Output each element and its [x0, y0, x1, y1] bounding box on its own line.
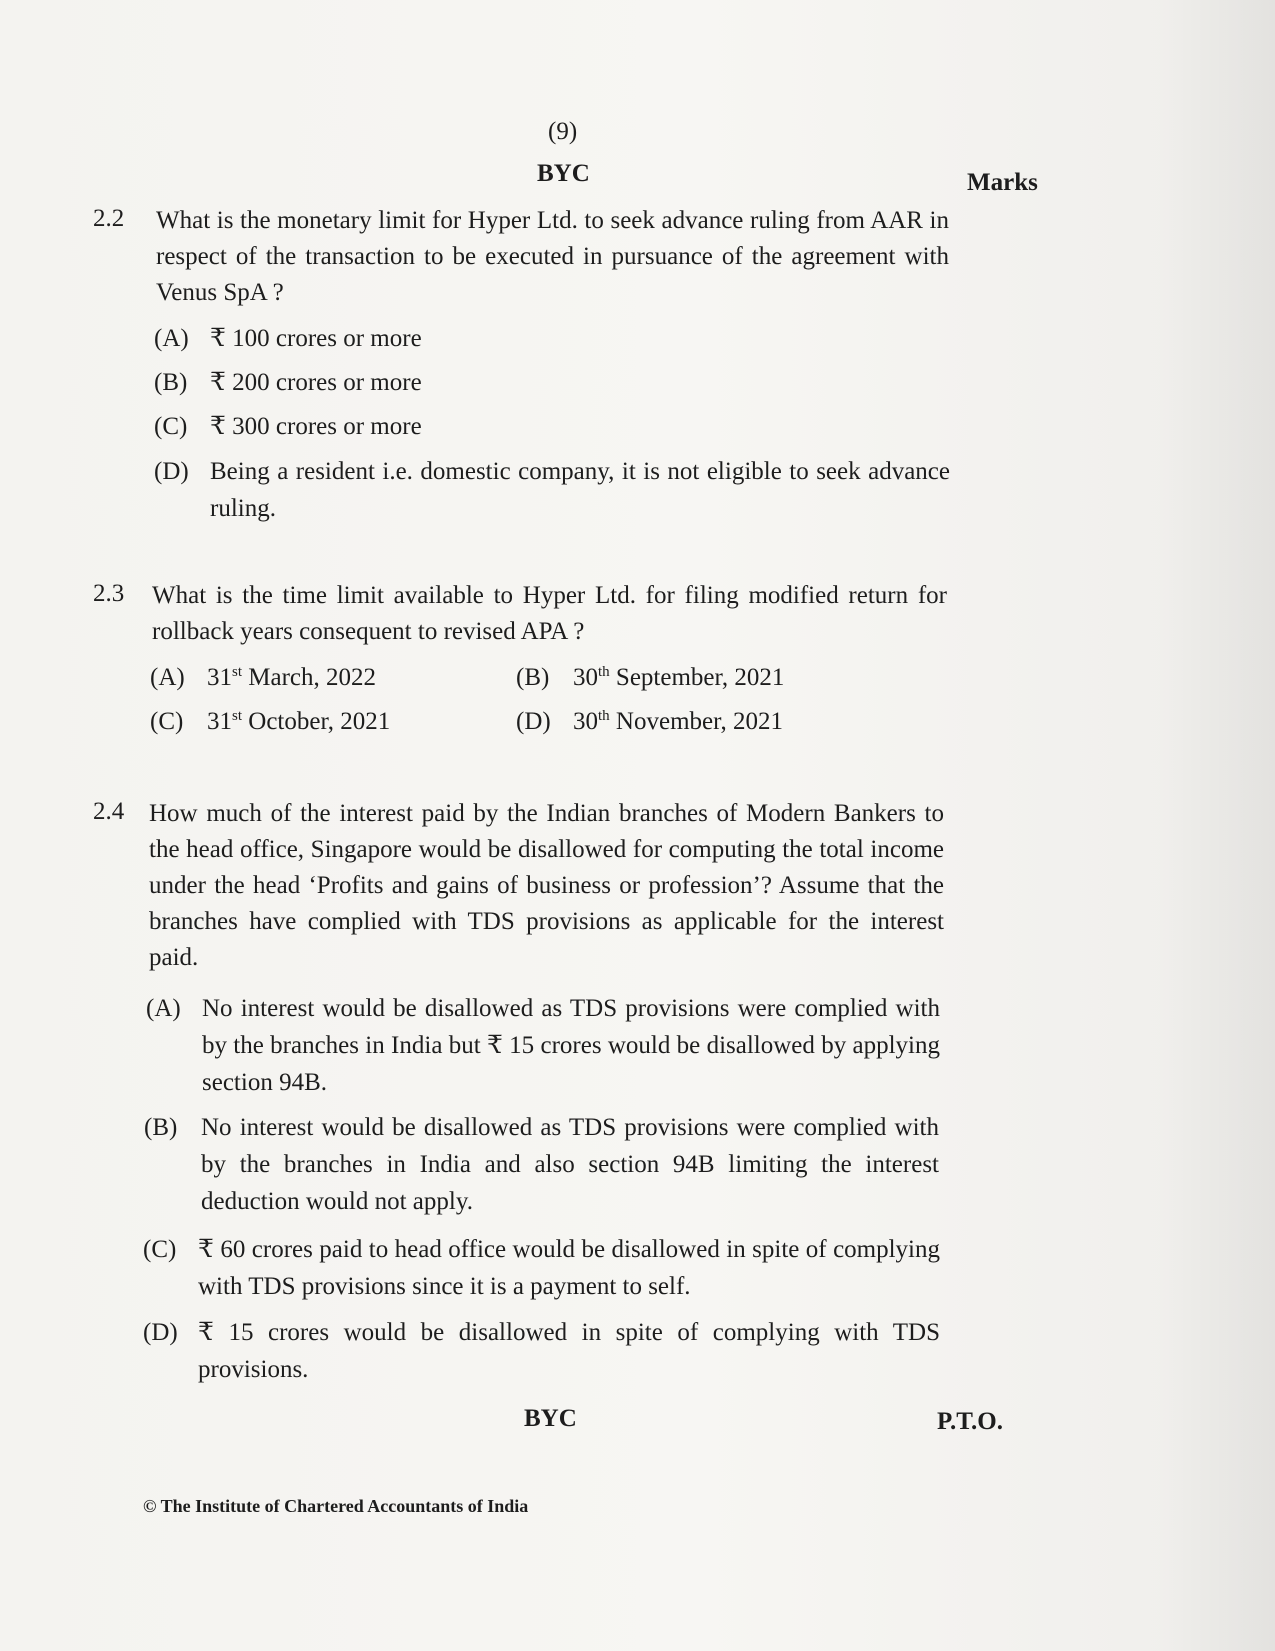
option-label: (C): [143, 1236, 177, 1263]
day: 31: [207, 708, 232, 735]
question-text: What is the time limit available to Hyper Ltd. for filing modified return for rollback years consequent to revised APA ?: [152, 582, 947, 645]
option-text: Being a resident i.e. domestic company, it is not eligible to seek advance ruling.: [210, 458, 950, 522]
option-a: [154, 320, 954, 357]
question-number: 2.4: [93, 798, 125, 825]
option-b: [516, 659, 936, 696]
question-number: 2.2: [93, 205, 125, 232]
question-number: 2.3: [93, 580, 125, 607]
question-text: What is the monetary limit for Hyper Ltd. to seek advance ruling from AAR in respect of the transaction to be executed in pursuance of the agreement with Venus SpA ?: [156, 207, 949, 306]
scan-edge-shadow: [1155, 0, 1275, 1651]
month-year: September, 2021: [615, 664, 785, 691]
pto-label: P.T.O.: [937, 1408, 1003, 1435]
marks-label: Marks: [967, 169, 1038, 196]
page-number: (9): [548, 118, 578, 145]
option-label: (C): [154, 413, 188, 440]
option-a: [146, 990, 946, 1105]
option-d: [143, 1314, 943, 1392]
option-c: [143, 1231, 943, 1309]
option-text: [207, 703, 390, 740]
option-label: (D): [516, 708, 551, 735]
option-c: [150, 703, 490, 740]
month-year: March, 2022: [248, 664, 377, 691]
ordinal-suffix: st: [232, 664, 243, 680]
option-text: ₹ 300 crores or more: [210, 413, 422, 440]
option-label: (D): [154, 458, 189, 485]
option-c: [154, 408, 954, 445]
option-label: (B): [516, 664, 550, 691]
ordinal-suffix: th: [598, 708, 610, 724]
option-text: ₹ 60 crores paid to head office would be disallowed in spite of complying with TDS provisions since it is a payment to self.: [198, 1236, 940, 1300]
option-text: No interest would be disallowed as TDS provisions were complied with by the branches in India and also section 94B limiting the interest deduction would not apply.: [201, 1114, 939, 1215]
option-text: [573, 703, 783, 740]
option-text: No interest would be disallowed as TDS provisions were complied with by the branches in India but ₹ 15 crores would be disallowed by applying section 94B.: [202, 995, 940, 1096]
option-d: [516, 703, 936, 740]
option-a: [150, 659, 490, 696]
option-label: (A): [150, 664, 185, 691]
day: 30: [573, 708, 598, 735]
paper-code-footer: BYC: [524, 1405, 577, 1432]
option-d: [154, 453, 954, 533]
question-text: How much of the interest paid by the Indian branches of Modern Bankers to the head office, Singapore would be disallowed for computing the total income under the head ‘Profits and gains of business or profession’? Assume that the branches have complied with TDS provisions as applicable for the interest paid.: [149, 800, 944, 971]
day: 30: [573, 664, 598, 691]
month-year: November, 2021: [615, 708, 783, 735]
day: 31: [207, 664, 232, 691]
ordinal-suffix: st: [232, 708, 243, 724]
option-text: ₹ 15 crores would be disallowed in spite of complying with TDS provisions.: [198, 1319, 940, 1383]
option-label: (A): [154, 325, 189, 352]
ordinal-suffix: th: [598, 664, 610, 680]
option-b: [144, 1109, 944, 1224]
option-label: (B): [154, 369, 188, 396]
option-label: (C): [150, 708, 184, 735]
option-text: ₹ 100 crores or more: [210, 325, 422, 352]
option-label: (A): [146, 995, 181, 1022]
option-label: (B): [144, 1114, 178, 1141]
option-label: (D): [143, 1319, 178, 1346]
paper-code-header: BYC: [537, 160, 590, 187]
option-b: [154, 364, 954, 401]
option-text: [207, 659, 376, 696]
copyright-notice: © The Institute of Chartered Accountants of India: [143, 1496, 529, 1516]
option-text: ₹ 200 crores or more: [210, 369, 422, 396]
month-year: October, 2021: [248, 708, 391, 735]
option-text: [573, 659, 784, 696]
